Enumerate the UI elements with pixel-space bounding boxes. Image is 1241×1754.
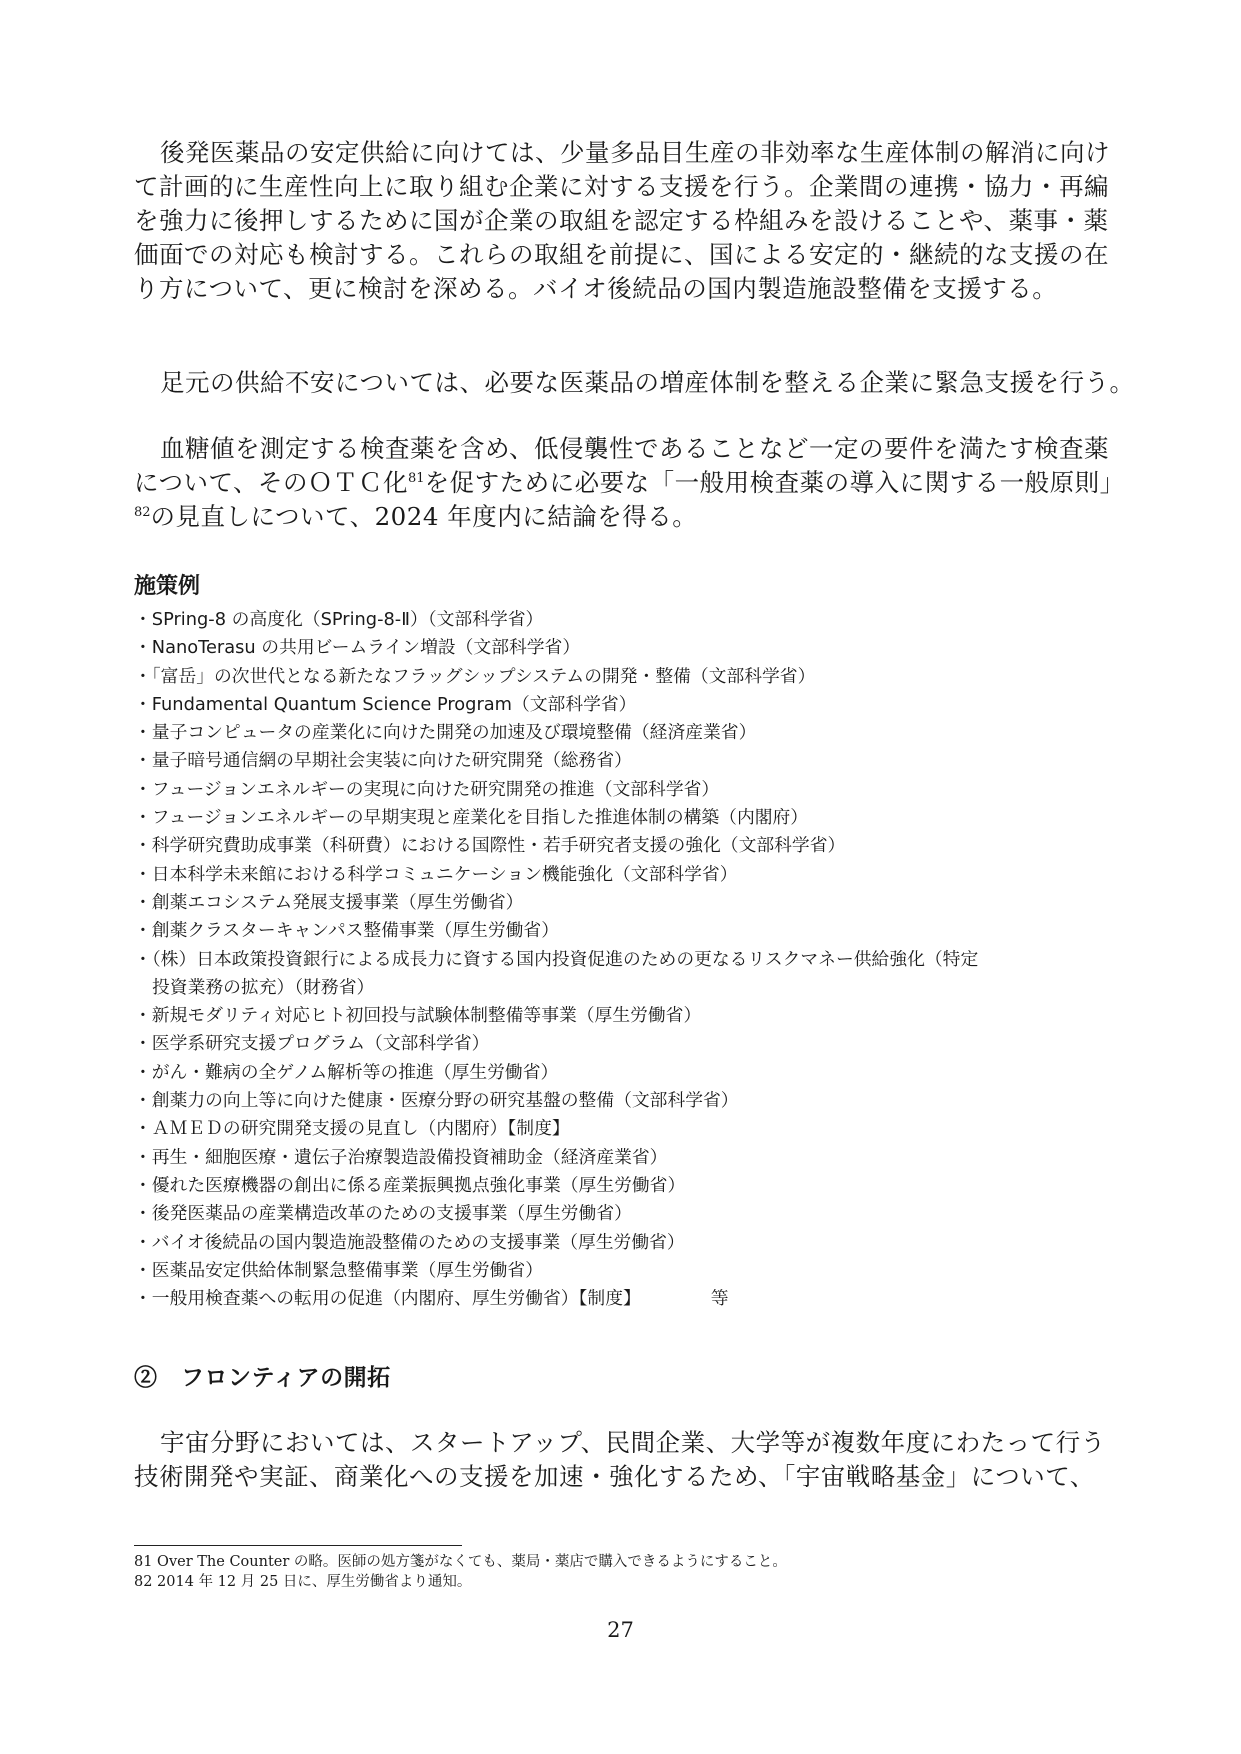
list-item: ・ＡＭＥＤの研究開発支援の見直し（内閣府）【制度】 bbox=[134, 1118, 570, 1140]
list-item: ・フュージョンエネルギーの早期実現と産業化を目指した推進体制の構築（内閣府） bbox=[134, 807, 809, 829]
list-item: ・再生・細胞医療・遺伝子治療製造設備投資補助金（経済産業省） bbox=[134, 1146, 668, 1168]
list-item: ・フュージョンエネルギーの実現に向けた研究開発の推進（文部科学省） bbox=[134, 778, 720, 800]
list-item: ・創薬クラスターキャンパス整備事業（厚生労働省） bbox=[134, 920, 559, 942]
list-item: ・日本科学未来館における科学コミュニケーション機能強化（文部科学省） bbox=[134, 863, 738, 885]
paragraph-otc-test-kits bbox=[134, 432, 1124, 534]
section-title: ② フロンティアの開拓 bbox=[134, 1364, 391, 1391]
paragraph-line: $^{82}$の見直しについて、2024 年度内に結論を得る。 bbox=[134, 502, 698, 531]
list-item: ・医学系研究支援プログラム（文部科学省） bbox=[134, 1033, 490, 1055]
list-item: ・医薬品安定供給体制緊急整備事業（厚生労働省） bbox=[134, 1259, 543, 1281]
paragraph-generic-drug-supply bbox=[134, 136, 1124, 306]
paragraph-line: 宇宙分野においては、スタートアップ、民間企業、大学等が複数年度にわたって行う bbox=[160, 1428, 1106, 1457]
list-item: ・新規モダリティ対応ヒト初回投与試験体制整備等事業（厚生労働省） bbox=[134, 1005, 702, 1027]
list-item: ・バイオ後続品の国内製造施設整備のための支援事業（厚生労働省） bbox=[134, 1231, 685, 1253]
list-item bbox=[134, 1285, 1134, 1313]
list-item-continuation: 投資業務の拡充）（財務省） bbox=[152, 976, 375, 998]
list-item: ・創薬エコシステム発展支援事業（厚生労働省） bbox=[134, 891, 524, 913]
paragraph-space-strategy bbox=[134, 1426, 1124, 1494]
page-number: 27 bbox=[607, 1618, 634, 1642]
list-item: ・創薬力の向上等に向けた健康・医療分野の研究基盤の整備（文部科学省） bbox=[134, 1090, 739, 1112]
paragraph-line: について、そのＯＴＣ化$^{81}$を促すために必要な「一般用検査薬の導入に関する一般原則」 bbox=[134, 468, 1125, 497]
list-tail-etc: 等 bbox=[710, 1288, 729, 1310]
list-item: ・量子暗号通信網の早期社会実装に向けた研究開発（総務省） bbox=[134, 750, 632, 772]
footnotes bbox=[134, 1552, 787, 1592]
footnote-ref-82[interactable]: 82 bbox=[134, 505, 151, 520]
list-item: ・「富岳」の次世代となる新たなフラッグシップシステムの開発・整備（文部科学省） bbox=[134, 665, 816, 687]
footnote-divider bbox=[134, 1545, 462, 1546]
paragraph-line: て計画的に生産性向上に取り組む企業に対する支援を行う。企業間の連携・協力・再編 bbox=[134, 172, 1109, 201]
list-item: ・Fundamental Quantum Science Program（文部科学省） bbox=[134, 693, 637, 715]
list-item: ・優れた医療機器の創出に係る産業振興拠点強化事業（厚生労働省） bbox=[134, 1174, 686, 1196]
list-item bbox=[134, 946, 1134, 1003]
paragraph-line: を強力に後押しするために国が企業の取組を認定する枠組みを設けることや、薬事・薬 bbox=[134, 206, 1109, 235]
footnote-81: 81 Over The Counter の略。医師の処方箋がなくても、薬局・薬店で購入できるようにすること。 bbox=[134, 1554, 787, 1570]
footnote-ref-81[interactable]: 81 bbox=[408, 471, 425, 486]
examples-heading: 施策例 bbox=[134, 574, 201, 599]
list-item: ・SPring-8 の高度化（SPring-8-Ⅱ）（文部科学省） bbox=[134, 609, 544, 630]
paragraph-line: 後発医薬品の安定供給に向けては、少量多品目生産の非効率な生産体制の解消に向け bbox=[160, 138, 1110, 167]
paragraph-line: 足元の供給不安については、必要な医薬品の増産体制を整える企業に緊急支援を行う。 bbox=[160, 368, 1135, 397]
footnote-82: 82 2014 年 12 月 25 日に、厚生労働省より通知。 bbox=[134, 1574, 472, 1590]
list-item: ・科学研究費助成事業（科研費）における国際性・若手研究者支援の強化（文部科学省） bbox=[134, 835, 846, 857]
list-item-line: ・一般用検査薬への転用の促進（内閣府、厚生労働省）【制度】 bbox=[134, 1288, 641, 1310]
policy-examples-list bbox=[134, 606, 1134, 1313]
paragraph-supply-emergency bbox=[134, 366, 1135, 400]
list-item: ・後発医薬品の産業構造改革のための支援事業（厚生労働省） bbox=[134, 1203, 632, 1225]
paragraph-line: 価面での対応も検討する。これらの取組を前提に、国による安定的・継続的な支援の在 bbox=[134, 240, 1109, 269]
list-item-line: ・（株）日本政策投資銀行による成長力に資する国内投資促進のための更なるリスクマネー供給強化（特定 bbox=[134, 948, 979, 970]
list-item: ・量子コンピュータの産業化に向けた開発の加速及び環境整備（経済産業省） bbox=[134, 722, 757, 744]
paragraph-line: 技術開発や実証、商業化への支援を加速・強化するため、「宇宙戦略基金」について、 bbox=[134, 1462, 1095, 1491]
paragraph-line: り方について、更に検討を深める。バイオ後続品の国内製造施設整備を支援する。 bbox=[134, 274, 1058, 303]
paragraph-line: 血糖値を測定する検査薬を含め、低侵襲性であることなど一定の要件を満たす検査薬 bbox=[160, 434, 1110, 463]
list-item: ・NanoTerasu の共用ビームライン増設（文部科学省） bbox=[134, 637, 581, 659]
list-item: ・がん・難病の全ゲノム解析等の推進（厚生労働省） bbox=[134, 1061, 559, 1083]
